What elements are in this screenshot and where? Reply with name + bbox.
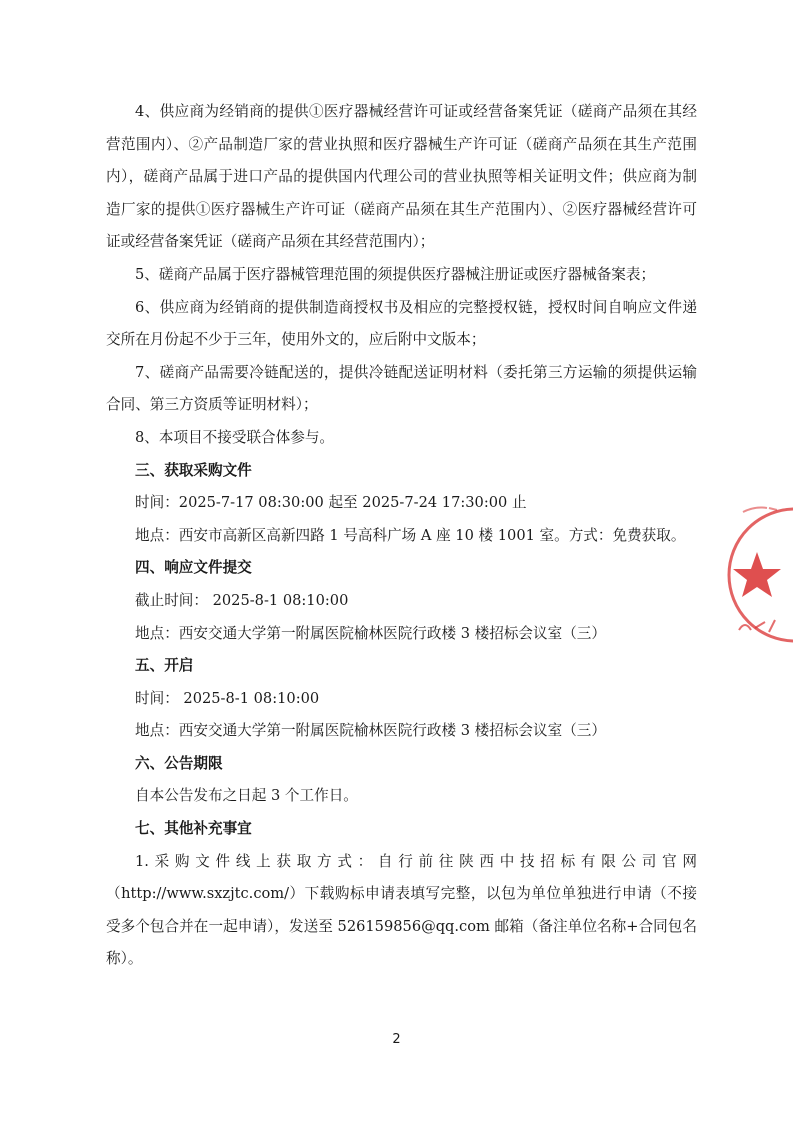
page-number: 2 bbox=[392, 1032, 401, 1047]
section-heading-submission: 四、响应文件提交 bbox=[135, 559, 252, 577]
official-seal bbox=[725, 490, 793, 660]
submission-deadline: 截止时间： 2025-8-1 08:10:00 bbox=[135, 591, 349, 609]
section-heading-other-matters: 七、其他补充事宜 bbox=[135, 820, 252, 838]
opening-place: 地点：西安交通大学第一附属医院榆林医院行政楼 3 楼招标会议室（三） bbox=[135, 722, 606, 740]
submission-place: 地点：西安交通大学第一附属医院榆林医院行政楼 3 楼招标会议室（三） bbox=[135, 624, 606, 642]
section-heading-obtain-documents: 三、获取采购文件 bbox=[135, 461, 252, 479]
section-heading-opening: 五、开启 bbox=[135, 657, 194, 675]
obtain-documents-time: 时间：2025-7-17 08:30:00 起至 2025-7-24 17:30:00 止 bbox=[135, 494, 527, 512]
obtain-documents-place: 地点：西安市高新区高新四路 1 号高科广场 A 座 10 楼 1001 室。方式：免费获取。 bbox=[135, 526, 686, 544]
opening-time: 时间： 2025-8-1 08:10:00 bbox=[135, 689, 320, 707]
document-body bbox=[106, 96, 697, 976]
requirement-item-8: 8、本项目不接受联合体参与。 bbox=[135, 428, 335, 446]
other-matters-text: 1.采购文件线上获取方式：自行前往陕西中技招标有限公司官网（http://www.sxzjtc.com/）下载购标申请表填写完整，以包为单位单独进行申请（不接受多个包合并在一起申请），发送至 526159856@qq.com 邮箱（备注单位名称+合同包名称）。 bbox=[106, 852, 697, 968]
notice-period-text: 自本公告发布之日起 3 个工作日。 bbox=[135, 787, 358, 805]
requirement-item-4: 4、供应商为经销商的提供①医疗器械经营许可证或经营备案凭证（磋商产品须在其经营范围内）、②产品制造厂家的营业执照和医疗器械生产许可证（磋商产品须在其生产范围内），磋商产品属于进口产品的提供国内代理公司的营业执照等相关证明文件；供应商为制造厂家的提供①医疗器械生产许可证（磋商产品须在其生产范围内）、②医疗器械经营许可证或经营备案凭证（磋商产品须在其经营范围内）； bbox=[106, 103, 697, 251]
requirement-item-7: 7、磋商产品需要冷链配送的，提供冷链配送证明材料（委托第三方运输的须提供运输合同、第三方资质等证明材料）； bbox=[106, 363, 697, 414]
section-heading-notice-period: 六、公告期限 bbox=[135, 754, 223, 772]
seal-star-icon bbox=[725, 490, 793, 660]
requirement-item-6: 6、供应商为经销商的提供制造商授权书及相应的完整授权链，授权时间自响应文件递交所在月份起不少于三年，使用外文的，应后附中文版本； bbox=[106, 298, 697, 349]
requirement-item-5: 5、磋商产品属于医疗器械管理范围的须提供医疗器械注册证或医疗器械备案表； bbox=[135, 265, 656, 283]
